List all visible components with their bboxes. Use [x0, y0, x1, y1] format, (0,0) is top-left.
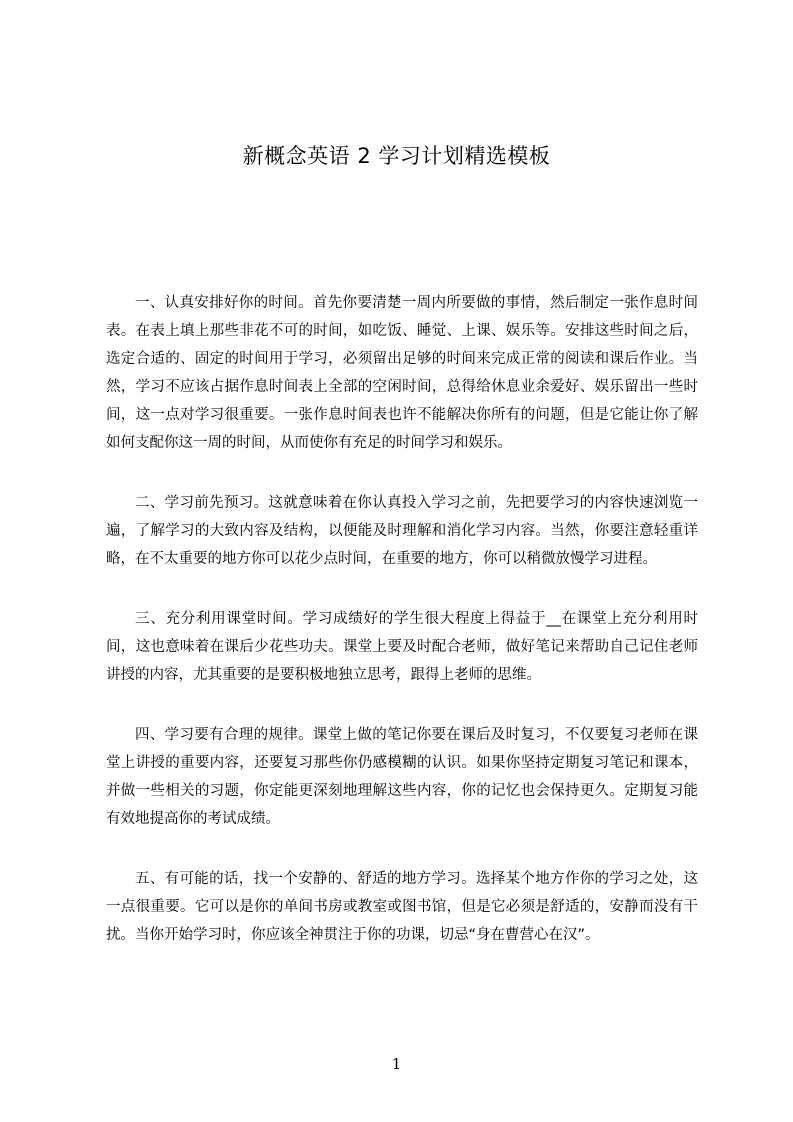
document-body — [106, 289, 698, 981]
paragraph-1: 一、认真安排好你的时间。首先你要清楚一周内所要做的事情，然后制定一张作息时间表。在表上填上那些非花不可的时间，如吃饭、睡觉、上课、娱乐等。安排这些时间之后，选定合适的、固定的时间用于学习，必须留出足够的时间来完成正常的阅读和课后作业。当然，学习不应该占据作息时间表上全部的空闲时间，总得给休息业余爱好、娱乐留出一些时间，这一点对学习很重要。一张作息时间表也许不能解决你所有的问题，但是它能让你了解如何支配你这一周的时间，从而使你有充足的时间学习和娱乐。 — [106, 295, 698, 451]
paragraph-2: 二、学习前先预习。这就意味着在你认真投入学习之前，先把要学习的内容快速浏览一遍，了解学习的大致内容及结构，以便能及时理解和消化学习内容。当然，你要注意轻重详略，在不太重要的地方你可以花少点时间，在重要的地方，你可以稍微放慢学习进程。 — [106, 495, 698, 567]
paragraph-4: 四、学习要有合理的规律。课堂上做的笔记你要在课后及时复习，不仅要复习老师在课堂上讲授的重要内容，还要复习那些你仍感模糊的认识。如果你坚持定期复习笔记和课本，并做一些相关的习题，你定能更深刻地理解这些内容，你的记忆也会保持更久。定期复习能有效地提高你的考试成绩。 — [106, 727, 698, 827]
paragraph-3: 三、充分利用课堂时间。学习成绩好的学生很大程度上得益于__在课堂上充分利用时间，这也意味着在课后少花些功夫。课堂上要及时配合老师，做好笔记来帮助自己记住老师讲授的内容，尤其重要的是要积极地独立思考，跟得上老师的思维。 — [106, 611, 698, 683]
document-title: 新概念英语 2 学习计划精选模板 — [242, 144, 551, 168]
page-number: 1 — [391, 1055, 402, 1073]
paragraph-5: 五、有可能的话，找一个安静的、舒适的地方学习。选择某个地方作你的学习之处，这一点很重要。它可以是你的单间书房或教室或图书馆，但是它必须是舒适的，安静而没有干扰。当你开始学习时，你应该全神贯注于你的功课，切忌“身在曹营心在汉”。 — [106, 871, 698, 943]
